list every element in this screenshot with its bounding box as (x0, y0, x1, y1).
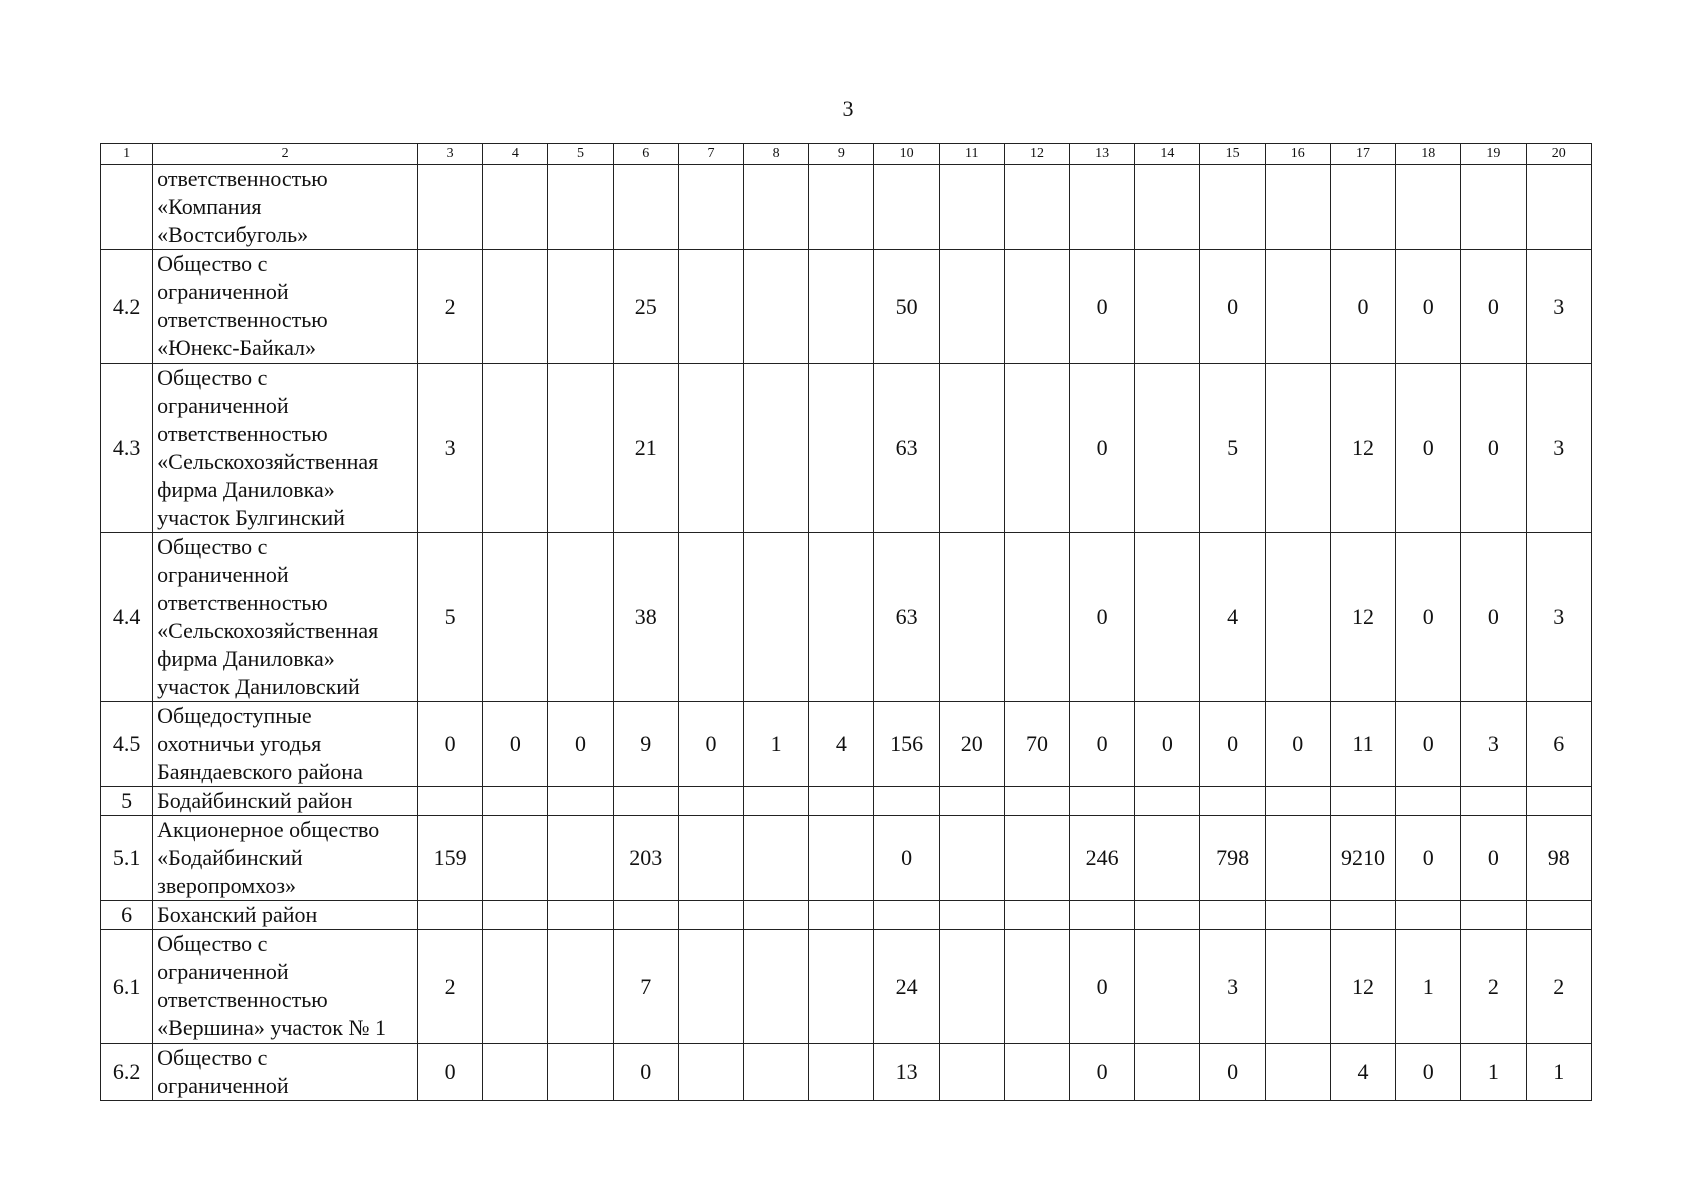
value-cell: 0 (1200, 702, 1265, 787)
value-cell (548, 787, 613, 816)
value-cell (483, 250, 548, 364)
value-cell (939, 816, 1004, 901)
row-number: 4.4 (101, 533, 153, 702)
name-line: участок Булгинский (157, 505, 345, 530)
column-number: 13 (1070, 144, 1135, 165)
organization-name (153, 702, 418, 787)
value-cell: 0 (1200, 250, 1265, 364)
value-cell: 13 (874, 1044, 939, 1101)
value-cell (548, 816, 613, 901)
value-cell (483, 787, 548, 816)
name-line: «Сельскохозяйственная (157, 618, 379, 643)
region-row (101, 901, 1592, 930)
row-number: 6 (101, 901, 153, 930)
value-cell (939, 533, 1004, 702)
value-cell (1135, 901, 1200, 930)
value-cell (1004, 816, 1069, 901)
value-cell: 2 (418, 250, 483, 364)
value-cell (939, 1044, 1004, 1101)
organization-name (153, 787, 418, 816)
value-cell (809, 1044, 874, 1101)
value-cell: 0 (1070, 930, 1135, 1044)
name-line: ограниченной (157, 1073, 289, 1098)
value-cell (678, 787, 743, 816)
value-cell: 21 (613, 364, 678, 533)
value-cell (744, 1044, 809, 1101)
column-number: 6 (613, 144, 678, 165)
value-cell (678, 533, 743, 702)
value-cell (1070, 901, 1135, 930)
name-line: «Сельскохозяйственная (157, 449, 379, 474)
value-cell (939, 165, 1004, 250)
name-line: Общество с (157, 1045, 268, 1070)
value-cell (744, 250, 809, 364)
value-cell (939, 364, 1004, 533)
value-cell (1265, 930, 1330, 1044)
value-cell (744, 364, 809, 533)
value-cell (418, 901, 483, 930)
value-cell (548, 165, 613, 250)
value-cell: 0 (1265, 702, 1330, 787)
value-cell (1461, 165, 1526, 250)
value-cell (613, 901, 678, 930)
value-cell: 0 (1135, 702, 1200, 787)
name-line: ограниченной (157, 279, 289, 304)
value-cell (1004, 930, 1069, 1044)
name-line: Общество с (157, 534, 268, 559)
column-number: 15 (1200, 144, 1265, 165)
value-cell: 70 (1004, 702, 1069, 787)
value-cell: 3 (418, 364, 483, 533)
value-cell: 0 (1070, 250, 1135, 364)
value-cell (1135, 250, 1200, 364)
row-number: 4.5 (101, 702, 153, 787)
value-cell: 3 (1526, 364, 1592, 533)
value-cell: 0 (613, 1044, 678, 1101)
value-cell (548, 364, 613, 533)
value-cell: 0 (1461, 816, 1526, 901)
row-number: 4.3 (101, 364, 153, 533)
value-cell (1330, 787, 1395, 816)
value-cell: 98 (1526, 816, 1592, 901)
name-line: «Юнекс-Байкал» (157, 335, 317, 360)
value-cell (678, 816, 743, 901)
value-cell: 9 (613, 702, 678, 787)
name-line: «Бодайбинский (157, 845, 303, 870)
value-cell: 0 (1070, 1044, 1135, 1101)
table-row (101, 1044, 1592, 1101)
name-line: ответственностью (157, 987, 328, 1012)
value-cell: 0 (1396, 1044, 1461, 1101)
value-cell (1396, 901, 1461, 930)
value-cell (809, 533, 874, 702)
name-line: ответственностью (157, 590, 328, 615)
value-cell (548, 1044, 613, 1101)
column-number: 1 (101, 144, 153, 165)
value-cell: 798 (1200, 816, 1265, 901)
value-cell: 63 (874, 364, 939, 533)
column-number: 12 (1004, 144, 1069, 165)
value-cell (1265, 787, 1330, 816)
value-cell: 0 (1070, 702, 1135, 787)
column-number: 18 (1396, 144, 1461, 165)
value-cell: 0 (548, 702, 613, 787)
organization-name (153, 250, 418, 364)
table-row (101, 702, 1592, 787)
row-number: 6.2 (101, 1044, 153, 1101)
name-line: ограниченной (157, 562, 289, 587)
data-table (100, 143, 1592, 1101)
value-cell (1070, 165, 1135, 250)
value-cell (1135, 364, 1200, 533)
table-row (101, 364, 1592, 533)
value-cell: 1 (1526, 1044, 1592, 1101)
column-number: 16 (1265, 144, 1330, 165)
value-cell (874, 901, 939, 930)
value-cell (483, 165, 548, 250)
value-cell (1004, 787, 1069, 816)
column-number: 11 (939, 144, 1004, 165)
value-cell (939, 901, 1004, 930)
value-cell (809, 816, 874, 901)
value-cell: 4 (1330, 1044, 1395, 1101)
value-cell: 0 (1461, 533, 1526, 702)
value-cell (483, 901, 548, 930)
value-cell: 63 (874, 533, 939, 702)
value-cell: 0 (1200, 1044, 1265, 1101)
value-cell (1265, 165, 1330, 250)
name-line: участок Даниловский (157, 674, 360, 699)
value-cell (548, 250, 613, 364)
value-cell (548, 901, 613, 930)
value-cell (1526, 787, 1592, 816)
value-cell: 159 (418, 816, 483, 901)
value-cell (1004, 1044, 1069, 1101)
value-cell: 2 (1526, 930, 1592, 1044)
value-cell (483, 816, 548, 901)
value-cell (809, 901, 874, 930)
value-cell: 1 (1396, 930, 1461, 1044)
value-cell (613, 165, 678, 250)
table-row (101, 533, 1592, 702)
value-cell (744, 930, 809, 1044)
value-cell: 0 (874, 816, 939, 901)
value-cell: 1 (744, 702, 809, 787)
value-cell: 3 (1526, 533, 1592, 702)
value-cell (1135, 165, 1200, 250)
value-cell (678, 930, 743, 1044)
value-cell: 0 (1461, 364, 1526, 533)
column-number: 19 (1461, 144, 1526, 165)
column-number: 10 (874, 144, 939, 165)
value-cell (1461, 787, 1526, 816)
name-line: «Компания (157, 194, 262, 219)
column-number: 8 (744, 144, 809, 165)
column-number-row (101, 144, 1592, 165)
value-cell: 0 (418, 1044, 483, 1101)
column-number: 4 (483, 144, 548, 165)
value-cell (809, 165, 874, 250)
value-cell: 11 (1330, 702, 1395, 787)
value-cell (1396, 787, 1461, 816)
value-cell (678, 901, 743, 930)
value-cell (939, 930, 1004, 1044)
value-cell (418, 787, 483, 816)
value-cell (1265, 901, 1330, 930)
value-cell: 0 (1330, 250, 1395, 364)
value-cell (1200, 787, 1265, 816)
row-number: 5 (101, 787, 153, 816)
value-cell (744, 533, 809, 702)
value-cell (809, 364, 874, 533)
value-cell (744, 816, 809, 901)
value-cell (1526, 165, 1592, 250)
column-number: 20 (1526, 144, 1592, 165)
value-cell (744, 787, 809, 816)
value-cell: 0 (1396, 533, 1461, 702)
value-cell: 2 (418, 930, 483, 1044)
value-cell (744, 165, 809, 250)
value-cell: 156 (874, 702, 939, 787)
value-cell: 1 (1461, 1044, 1526, 1101)
name-line: Баяндаевского района (157, 759, 363, 784)
value-cell (678, 165, 743, 250)
value-cell: 203 (613, 816, 678, 901)
region-row (101, 787, 1592, 816)
value-cell: 0 (418, 702, 483, 787)
value-cell: 25 (613, 250, 678, 364)
value-cell (548, 533, 613, 702)
organization-name (153, 364, 418, 533)
value-cell: 0 (1396, 250, 1461, 364)
name-line: зверопромхоз» (157, 873, 297, 898)
value-cell: 12 (1330, 533, 1395, 702)
value-cell (1070, 787, 1135, 816)
name-line: Общество с (157, 365, 268, 390)
value-cell: 3 (1461, 702, 1526, 787)
value-cell (809, 250, 874, 364)
value-cell: 0 (1396, 816, 1461, 901)
organization-name (153, 901, 418, 930)
name-line: Общество с (157, 931, 268, 956)
name-line: Бодайбинский район (157, 788, 353, 813)
value-cell: 7 (613, 930, 678, 1044)
row-number: 4.2 (101, 250, 153, 364)
name-line: Общество с (157, 251, 268, 276)
value-cell (1330, 901, 1395, 930)
value-cell: 3 (1526, 250, 1592, 364)
value-cell (744, 901, 809, 930)
column-number: 7 (678, 144, 743, 165)
value-cell (809, 787, 874, 816)
value-cell (483, 930, 548, 1044)
table-row (101, 930, 1592, 1044)
value-cell: 3 (1200, 930, 1265, 1044)
name-line: охотничьи угодья (157, 731, 322, 756)
value-cell: 9210 (1330, 816, 1395, 901)
value-cell (874, 787, 939, 816)
value-cell (1265, 250, 1330, 364)
name-line: ответственностью (157, 421, 328, 446)
organization-name (153, 533, 418, 702)
value-cell (809, 930, 874, 1044)
value-cell: 5 (1200, 364, 1265, 533)
value-cell: 12 (1330, 364, 1395, 533)
value-cell: 38 (613, 533, 678, 702)
value-cell (939, 250, 1004, 364)
value-cell (939, 787, 1004, 816)
organization-name (153, 1044, 418, 1101)
value-cell (678, 364, 743, 533)
value-cell (678, 1044, 743, 1101)
organization-name (153, 930, 418, 1044)
value-cell (1265, 816, 1330, 901)
value-cell: 0 (1070, 533, 1135, 702)
value-cell: 246 (1070, 816, 1135, 901)
value-cell (613, 787, 678, 816)
value-cell (483, 533, 548, 702)
value-cell: 4 (1200, 533, 1265, 702)
value-cell: 12 (1330, 930, 1395, 1044)
column-number: 14 (1135, 144, 1200, 165)
column-number: 3 (418, 144, 483, 165)
column-number: 2 (153, 144, 418, 165)
value-cell (418, 165, 483, 250)
row-number: 5.1 (101, 816, 153, 901)
name-line: Боханский район (157, 902, 318, 927)
column-number: 17 (1330, 144, 1395, 165)
value-cell (1200, 165, 1265, 250)
value-cell: 6 (1526, 702, 1592, 787)
value-cell (1265, 1044, 1330, 1101)
value-cell (548, 930, 613, 1044)
name-line: Общедоступные (157, 703, 312, 728)
row-number: 6.1 (101, 930, 153, 1044)
name-line: ограниченной (157, 393, 289, 418)
organization-name (153, 165, 418, 250)
name-line: «Вершина» участок № 1 (157, 1015, 386, 1040)
name-line: ответственностью (157, 307, 328, 332)
value-cell (1526, 901, 1592, 930)
name-line: «Востсибуголь» (157, 222, 309, 247)
name-line: фирма Даниловка» (157, 646, 335, 671)
value-cell: 0 (1070, 364, 1135, 533)
value-cell: 4 (809, 702, 874, 787)
value-cell (1004, 901, 1069, 930)
value-cell: 0 (1396, 702, 1461, 787)
value-cell (1330, 165, 1395, 250)
value-cell (1135, 930, 1200, 1044)
value-cell: 50 (874, 250, 939, 364)
value-cell: 0 (483, 702, 548, 787)
value-cell (1396, 165, 1461, 250)
name-line: ответственностью (157, 166, 328, 191)
value-cell (1004, 533, 1069, 702)
name-line: ограниченной (157, 959, 289, 984)
value-cell (874, 165, 939, 250)
value-cell: 0 (1461, 250, 1526, 364)
value-cell (1135, 816, 1200, 901)
value-cell (1135, 787, 1200, 816)
value-cell: 24 (874, 930, 939, 1044)
page-number: 3 (842, 96, 854, 121)
table-row (101, 250, 1592, 364)
table-row (101, 165, 1592, 250)
value-cell (1135, 533, 1200, 702)
value-cell (483, 1044, 548, 1101)
value-cell: 0 (1396, 364, 1461, 533)
value-cell (1200, 901, 1265, 930)
row-number (101, 165, 153, 250)
value-cell (1265, 364, 1330, 533)
value-cell: 2 (1461, 930, 1526, 1044)
column-number: 9 (809, 144, 874, 165)
value-cell (1461, 901, 1526, 930)
value-cell (1004, 165, 1069, 250)
value-cell (1004, 250, 1069, 364)
value-cell (1004, 364, 1069, 533)
value-cell (483, 364, 548, 533)
value-cell: 20 (939, 702, 1004, 787)
column-number: 5 (548, 144, 613, 165)
value-cell (678, 250, 743, 364)
organization-name (153, 816, 418, 901)
value-cell: 0 (678, 702, 743, 787)
value-cell (1265, 533, 1330, 702)
value-cell: 5 (418, 533, 483, 702)
name-line: фирма Даниловка» (157, 477, 335, 502)
table-row (101, 816, 1592, 901)
name-line: Акционерное общество (157, 817, 380, 842)
value-cell (1135, 1044, 1200, 1101)
